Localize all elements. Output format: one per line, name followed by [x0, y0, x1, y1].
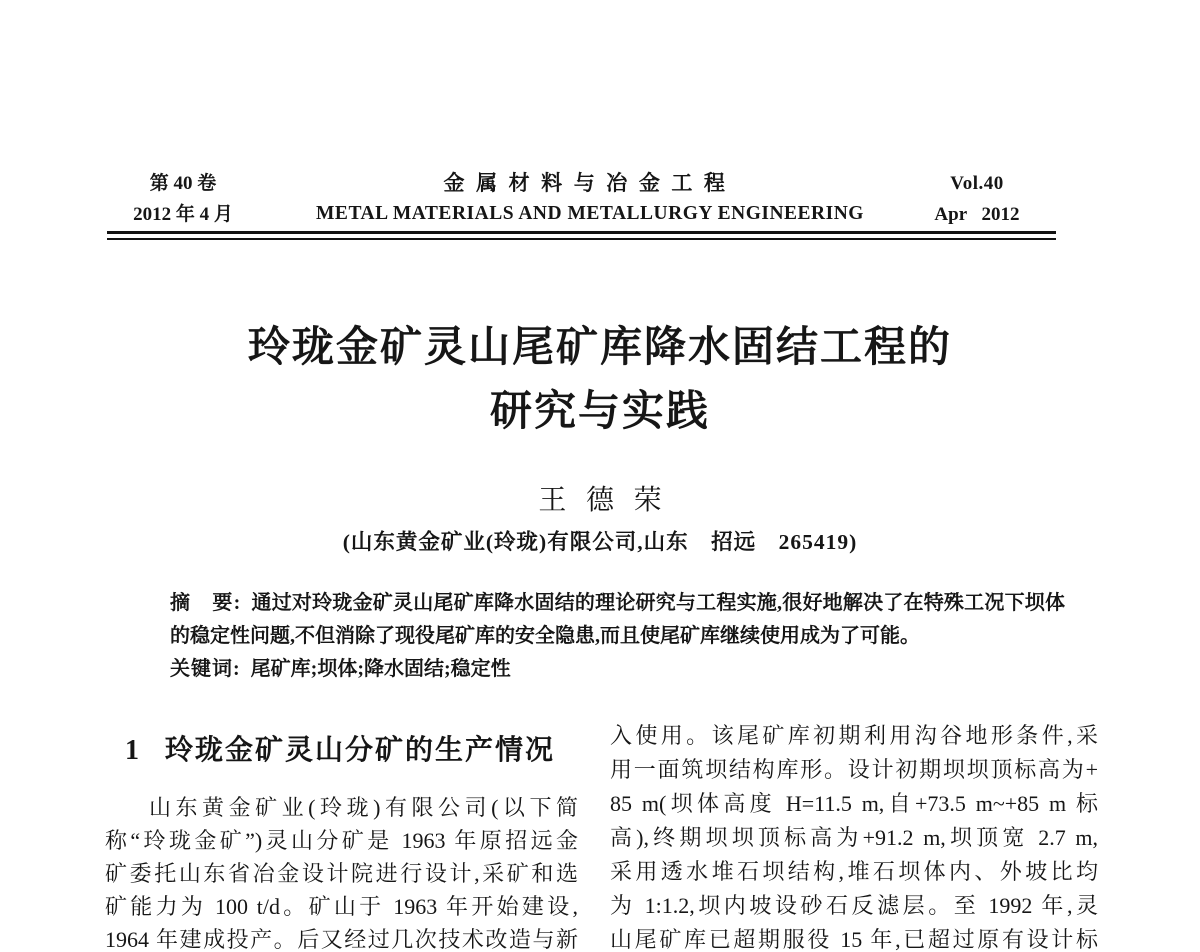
issue-date-cn: 2012 年 4 月 [133, 204, 233, 225]
author-name: 王德荣 [538, 485, 682, 516]
affiliation: (山东黄金矿业(玲珑)有限公司,山东 招远 265419) [342, 530, 858, 554]
abstract-text-line1: 通过对玲珑金矿灵山尾矿库降水固结的理论研究与工程实施,很好地解决了在特殊工况下坝体 [251, 592, 1065, 614]
header-center-block [290, 168, 890, 229]
volume-label-cn: 第 40 卷 [149, 173, 217, 194]
header-divider-rule [107, 231, 1056, 240]
abstract-label: 摘 要: [170, 592, 242, 614]
journal-title-en: METAL MATERIALS AND METALLURGY ENGINEERING [316, 203, 864, 224]
left-column-paragraph [105, 791, 578, 952]
issue-date-en: Apr 2012 [934, 204, 1020, 225]
keywords-text: 尾矿库;坝体;降水固结;稳定性 [250, 658, 511, 680]
body-line: 高),终期坝坝顶标高为+91.2 m,坝顶宽 2.7 m, [610, 825, 1098, 850]
journal-title-cn: 金属材料与冶金工程 [443, 171, 737, 195]
header-left-block [128, 168, 238, 230]
header-right-block [922, 168, 1032, 230]
body-line: 为 1:1.2,坝内坡设砂石反滤层。至 1992 年,灵 [610, 893, 1098, 918]
paper-title [0, 316, 1200, 444]
body-line: 矿委托山东省冶金设计院进行设计,采矿和选 [105, 861, 578, 886]
keywords-line [170, 653, 1065, 686]
abstract-block [170, 587, 1065, 686]
body-line: 山尾矿库已超期服役 15 年,已超过原有设计标 [610, 927, 1098, 952]
body-line: 用一面筑坝结构库形。设计初期坝坝顶标高为+ [610, 757, 1098, 782]
body-line: 85 m(坝体高度 H=11.5 m,自+73.5 m~+85 m 标 [610, 791, 1098, 816]
body-line: 山东黄金矿业(玲珑)有限公司(以下简 [149, 795, 578, 820]
right-column-paragraph [610, 719, 1098, 952]
volume-label-en: Vol.40 [950, 173, 1004, 194]
body-line: 称“玲珑金矿”)灵山分矿是 1963 年原招远金 [105, 828, 578, 853]
body-left-column [105, 730, 578, 952]
section-1-number: 1 [125, 735, 139, 766]
paper-title-line1: 玲珑金矿灵山尾矿库降水固结工程的 [247, 325, 952, 371]
section-1-heading [105, 730, 578, 772]
abstract-text-line2: 的稳定性问题,不但消除了现役尾矿库的安全隐患,而且使尾矿库继续使用成为了可能。 [170, 625, 920, 647]
body-line: 1964 年建成投产。后又经过几次技术改造与新 [105, 927, 578, 952]
body-line: 采用透水堆石坝结构,堆石坝体内、外坡比均 [610, 859, 1098, 884]
section-1-title: 玲珑金矿灵山分矿的生产情况 [165, 735, 556, 766]
body-right-column [610, 719, 1098, 952]
body-line: 入使用。该尾矿库初期利用沟谷地形条件,采 [610, 723, 1098, 748]
abstract-line-1 [170, 587, 1065, 620]
body-line: 矿能力为 100 t/d。矿山于 1963 年开始建设, [105, 894, 578, 919]
paper-title-line2: 研究与实践 [489, 389, 710, 435]
keywords-label: 关键词: [170, 658, 241, 680]
